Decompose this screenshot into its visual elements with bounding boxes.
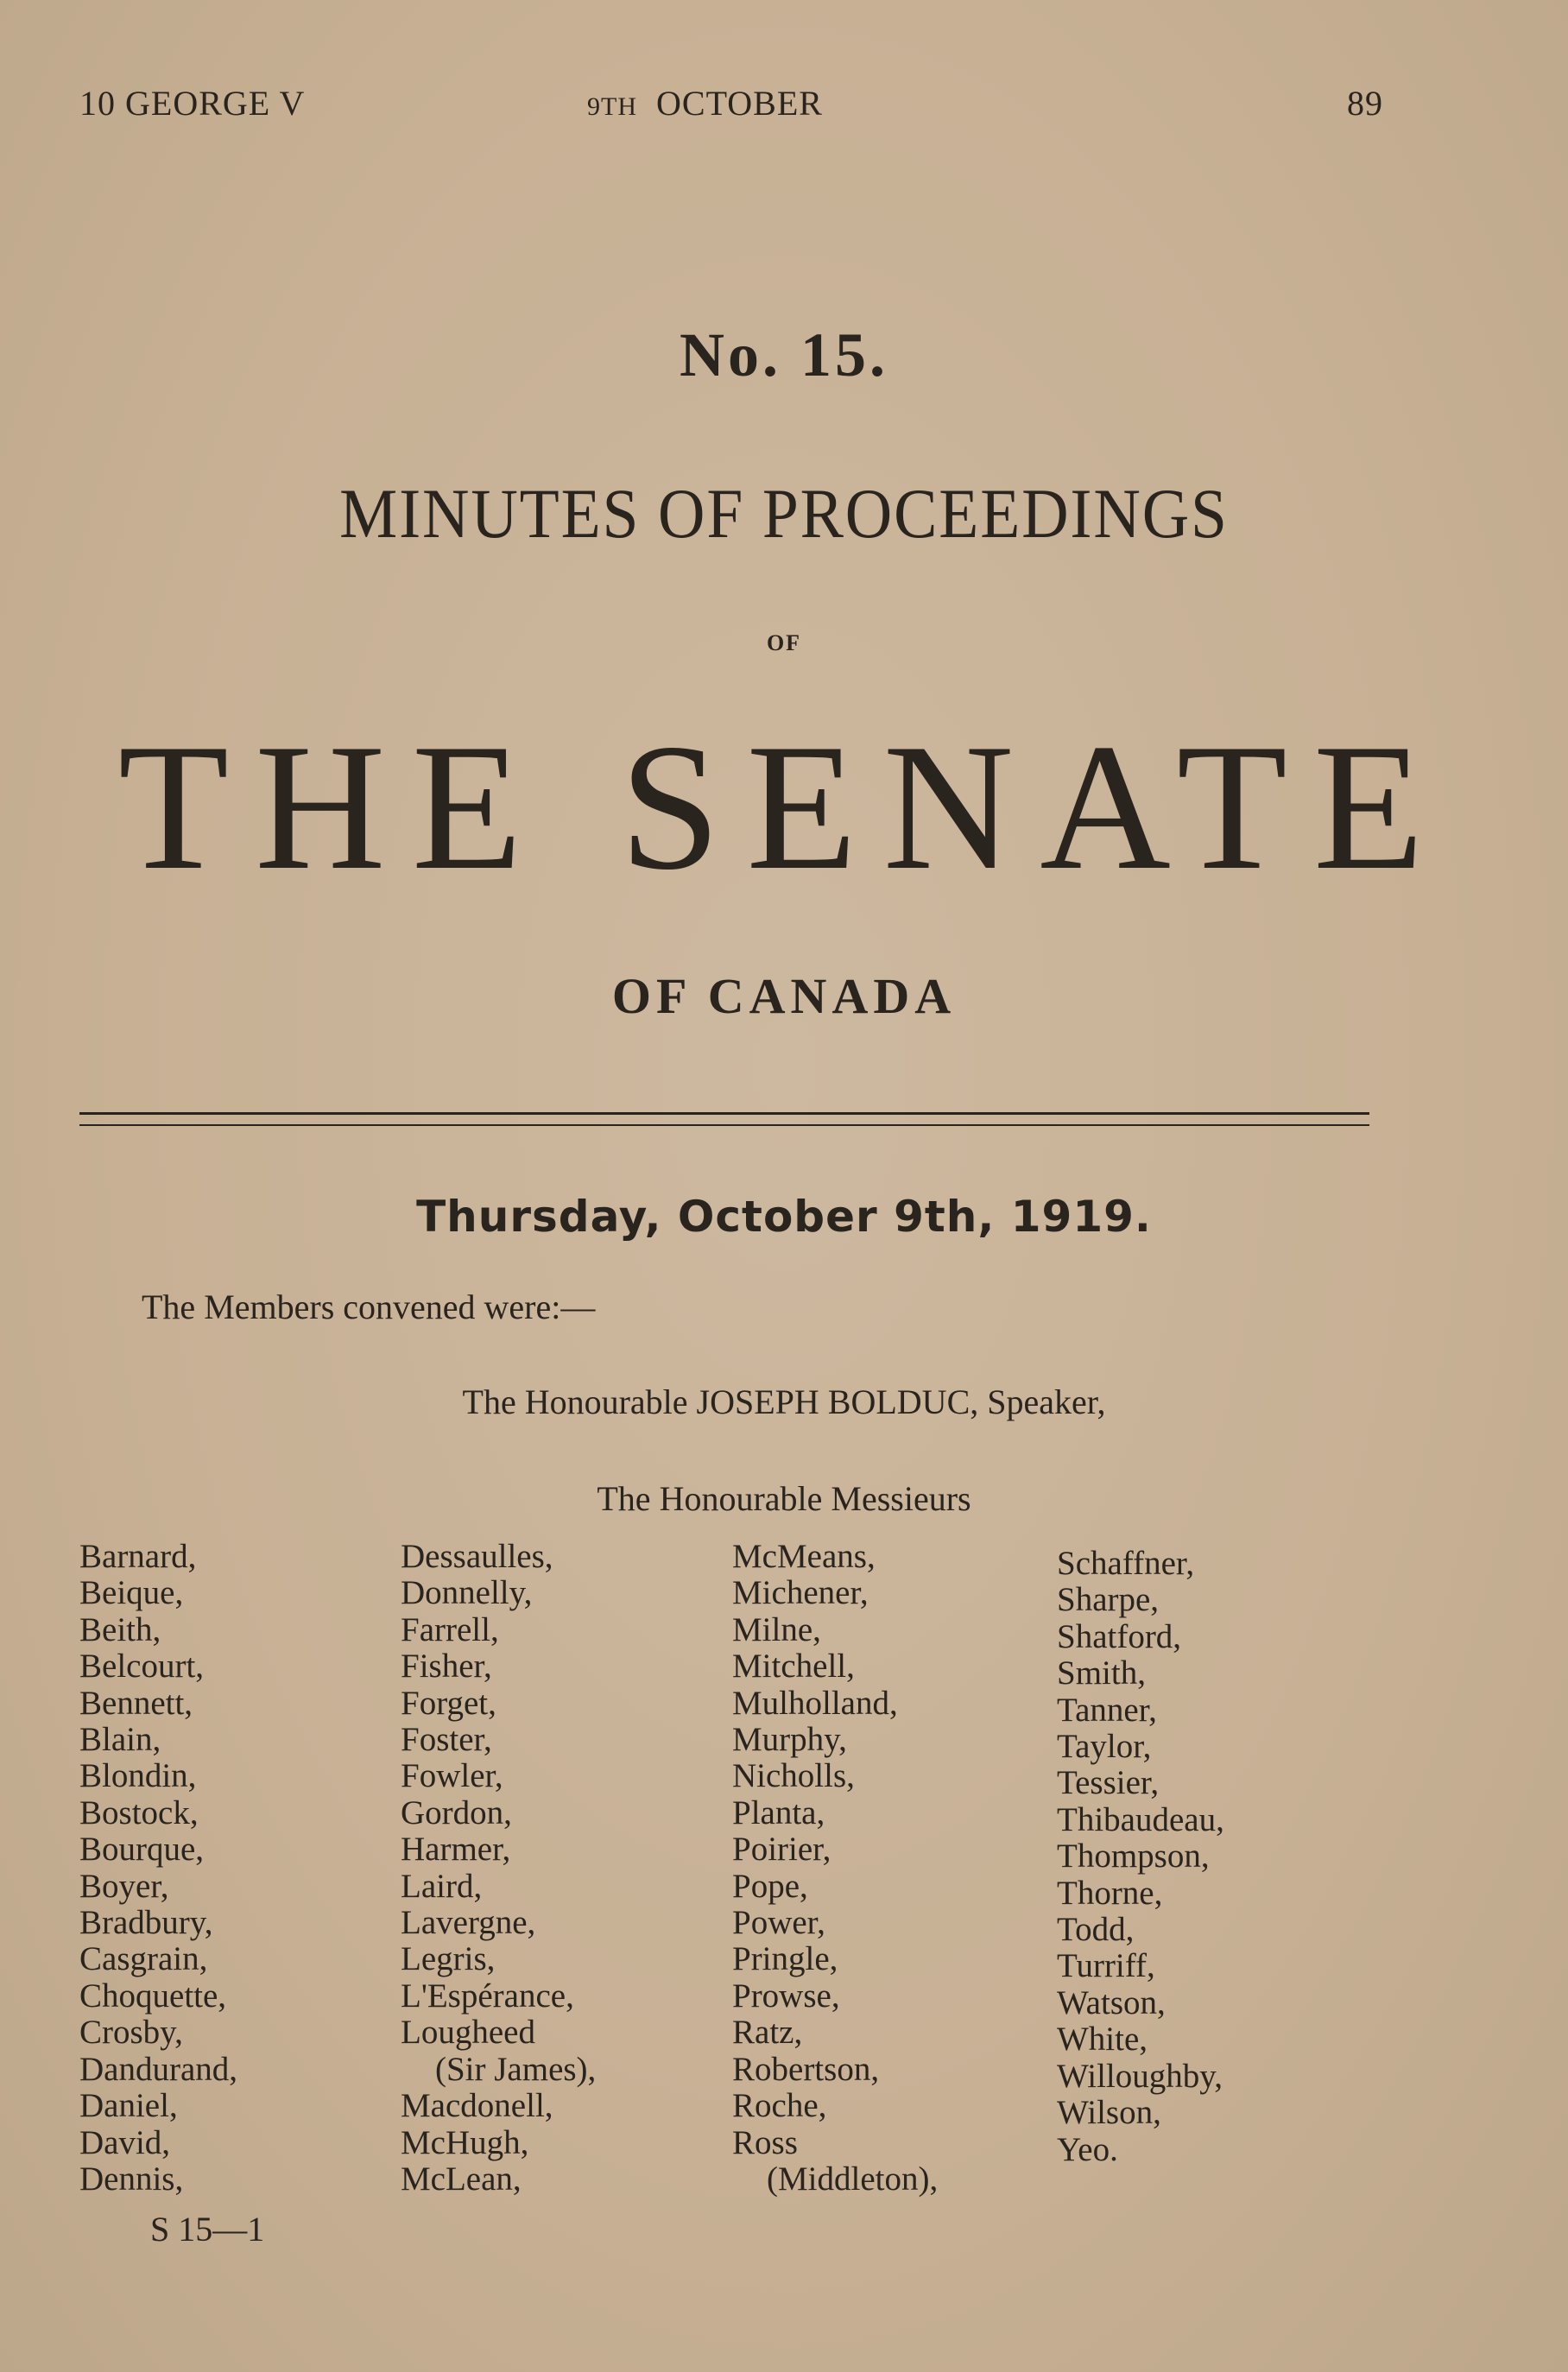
member-name: Farrell, bbox=[401, 1610, 499, 1648]
member-name: Sharpe, bbox=[1057, 1581, 1160, 1619]
member-name-continuation: (Middleton), bbox=[767, 2160, 939, 2198]
member-name: Murphy, bbox=[732, 1721, 847, 1759]
member-name: Thompson, bbox=[1057, 1838, 1210, 1875]
member-name: Wilson, bbox=[1057, 2094, 1161, 2132]
member-name: Nicholls, bbox=[732, 1757, 855, 1795]
member-name: Tessier, bbox=[1057, 1764, 1160, 1802]
member-name: Lougheed bbox=[401, 2014, 535, 2052]
member-name: Lavergne, bbox=[401, 1904, 536, 1942]
members-column-2 bbox=[401, 1539, 596, 2198]
member-name-continuation: (Sir James), bbox=[435, 2050, 597, 2088]
member-name: McHugh, bbox=[401, 2123, 529, 2161]
title-senate: THE SENATE bbox=[117, 707, 1451, 908]
member-name: Mitchell, bbox=[732, 1648, 855, 1686]
member-name: Boyer, bbox=[79, 1867, 169, 1905]
member-name: Dessaulles, bbox=[401, 1538, 553, 1575]
issue-number: No. 15. bbox=[680, 320, 888, 389]
title-minutes: MINUTES OF PROCEEDINGS bbox=[339, 474, 1229, 553]
member-name: Casgrain, bbox=[79, 1940, 208, 1978]
member-name: Daniel, bbox=[79, 2087, 178, 2125]
messieurs-heading: The Honourable Messieurs bbox=[597, 1479, 971, 1518]
member-name: Ratz, bbox=[732, 2014, 803, 2052]
member-name: Schaffner, bbox=[1057, 1545, 1195, 1582]
member-name: White, bbox=[1057, 2021, 1148, 2059]
member-name: Beique, bbox=[79, 1574, 184, 1612]
member-name: Poirier, bbox=[732, 1831, 831, 1869]
member-name: Milne, bbox=[732, 1610, 821, 1648]
member-name: Taylor, bbox=[1057, 1728, 1152, 1766]
member-name: Bostock, bbox=[79, 1793, 199, 1831]
double-rule-top bbox=[79, 1112, 1369, 1115]
member-name: Belcourt, bbox=[79, 1648, 205, 1686]
member-name: Prowse, bbox=[732, 1977, 840, 2015]
member-name: Ross bbox=[732, 2123, 798, 2161]
speaker-line: The Honourable JOSEPH BOLDUC, Speaker, bbox=[462, 1382, 1106, 1421]
member-name: Gordon, bbox=[401, 1793, 512, 1831]
member-name: Barnard, bbox=[79, 1538, 197, 1575]
member-name: Blain, bbox=[79, 1721, 161, 1759]
member-name: Blondin, bbox=[79, 1757, 197, 1795]
title-of: OF bbox=[766, 630, 802, 655]
member-name: Thibaudeau, bbox=[1057, 1800, 1224, 1838]
member-name: Michener, bbox=[732, 1574, 869, 1612]
member-name: Fisher, bbox=[401, 1648, 492, 1686]
sitting-date: Thursday, October 9th, 1919. bbox=[416, 1192, 1152, 1242]
member-name: Laird, bbox=[401, 1867, 483, 1905]
member-name: Crosby, bbox=[79, 2014, 183, 2052]
member-name: Macdonell, bbox=[401, 2087, 553, 2125]
member-name: Smith, bbox=[1057, 1654, 1146, 1692]
member-name: Harmer, bbox=[401, 1831, 511, 1869]
member-name: Roche, bbox=[732, 2087, 827, 2125]
member-name: L'Espérance, bbox=[401, 1977, 574, 2015]
member-name: Fowler, bbox=[401, 1757, 503, 1795]
page-number: 89 bbox=[1347, 84, 1383, 123]
member-name: Todd, bbox=[1057, 1911, 1135, 1949]
member-name: David, bbox=[79, 2123, 171, 2161]
member-name: Beith, bbox=[79, 1610, 161, 1648]
member-name: Tanner, bbox=[1057, 1691, 1157, 1729]
member-name: Thorne, bbox=[1057, 1874, 1163, 1912]
running-header-date bbox=[587, 83, 823, 123]
member-name: Mulholland, bbox=[732, 1684, 898, 1722]
member-name: Pope, bbox=[732, 1867, 808, 1905]
header-month: OCTOBER bbox=[656, 84, 823, 123]
members-column-3 bbox=[732, 1539, 938, 2198]
member-name: Willoughby, bbox=[1057, 2057, 1223, 2095]
member-name: Dennis, bbox=[79, 2160, 184, 2198]
member-name: Bradbury, bbox=[79, 1904, 213, 1942]
title-canada: OF CANADA bbox=[611, 968, 957, 1024]
signature-mark: S 15—1 bbox=[150, 2210, 265, 2249]
member-name: Choquette, bbox=[79, 1977, 227, 2015]
double-rule-bottom bbox=[79, 1124, 1369, 1126]
running-header-left: 10 GEORGE V bbox=[79, 84, 306, 123]
member-name: Donnelly, bbox=[401, 1574, 533, 1612]
member-name: Pringle, bbox=[732, 1940, 838, 1978]
member-name: Bourque, bbox=[79, 1831, 205, 1869]
member-name: Shatford, bbox=[1057, 1617, 1182, 1655]
member-name: Foster, bbox=[401, 1721, 492, 1759]
members-column-1 bbox=[79, 1539, 237, 2198]
member-name: Planta, bbox=[732, 1793, 825, 1831]
member-name: Power, bbox=[732, 1904, 825, 1942]
header-day: 9TH bbox=[587, 92, 637, 121]
member-name: Forget, bbox=[401, 1684, 496, 1722]
member-name: Legris, bbox=[401, 1940, 496, 1978]
member-name: Robertson, bbox=[732, 2050, 880, 2088]
members-intro: The Members convened were:— bbox=[142, 1287, 596, 1326]
member-name: Watson, bbox=[1057, 1983, 1166, 2021]
member-name: Bennett, bbox=[79, 1684, 193, 1722]
members-column-4 bbox=[1057, 1546, 1224, 2168]
member-name: Yeo. bbox=[1057, 2130, 1118, 2168]
member-name: Dandurand, bbox=[79, 2050, 238, 2088]
member-name: McMeans, bbox=[732, 1538, 876, 1575]
member-name: Turriff, bbox=[1057, 1947, 1155, 1985]
member-name: McLean, bbox=[401, 2160, 522, 2198]
